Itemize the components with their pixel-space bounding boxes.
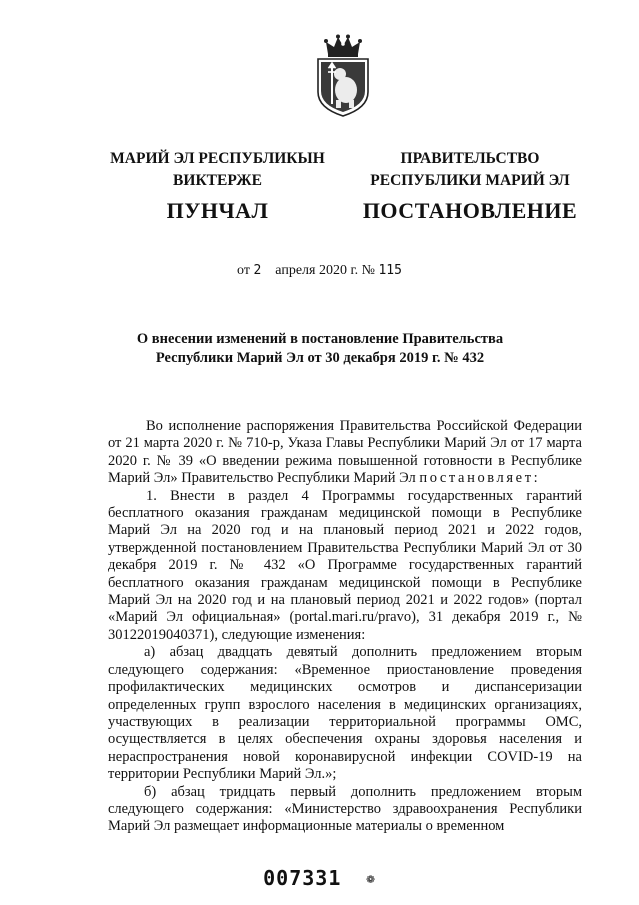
document-number: 115 (378, 263, 402, 278)
date-month-year: апреля 2020 г. № (275, 263, 375, 278)
header-left-title: ПУНЧАЛ (166, 198, 269, 223)
header-right (355, 148, 585, 226)
header-left-line1: МАРИЙ ЭЛ РЕСПУБЛИКЫН (110, 150, 325, 167)
coat-of-arms-emblem (312, 34, 374, 118)
preamble-text: Во исполнение распоряжения Правительства Российской Федерации от 21 марта 2020 г. № 710-р, Указа Главы Республики Марий Эл от 17 марта 2020 г. № 39 «О введении режима повышенной готовности в Республике Марий Эл» Правительство Республики Марий Эл (108, 418, 582, 487)
body-paragraph-item-a: а) абзац двадцать девятый дополнить предложением вторым следующего содержания: «Временное приостановление проведения профилактических медицинских осмотров и диспансеризации определенных групп взрослого населения в медицинских организациях, участвующих в реализации территориальной программы ОМС, осуществляется в целях обеспечения охраны здоровья населения и нераспространения новой коронавирусной инфекции COVID-19 на территории Республики Марий Эл.»; (108, 644, 582, 783)
ornament-icon: ❁ (366, 871, 376, 887)
subject-line1: О внесении изменений в постановление Правительства (136, 331, 504, 347)
body-paragraph-item-b: б) абзац тридцать первый дополнить предложением вторым следующего содержания: «Министерство здравоохранения Республики Марий Эл размещает информационные материалы о временном (108, 783, 582, 835)
date-line (0, 263, 639, 279)
header-right-line1: ПРАВИТЕЛЬСТВО (400, 150, 540, 167)
header-left (105, 148, 330, 226)
preamble-resolves: постановляет: (419, 470, 541, 487)
body-paragraph-item1: 1. Внести в раздел 4 Программы государственных гарантий бесплатного оказания гражданам медицинской помощи в Республике Марий Эл на 2020 год и на плановый период 2021 и 2022 годов, утвержденной постановлением Правительства Республики Марий Эл от 30 декабря 2019 г. № 432 «О Программе государственных гарантий бесплатного оказания гражданам медицинской помощи в Республике Марий Эл на 2020 год и на плановый период 2021 и 2022 годов» (портал «Марий Эл официальная» (portal.mari.ru/pravo), 31 декабря 2019 г., № 30122019040371), следующие изменения: (108, 487, 582, 643)
subject-line2: Республики Марий Эл от 30 декабря 2019 г. № 432 (155, 350, 485, 366)
crown-icon (324, 35, 362, 58)
document-body (108, 418, 582, 836)
header-right-title: ПОСТАНОВЛЕНИЕ (362, 198, 578, 223)
serial-number: 007331 (263, 866, 342, 890)
date-day: 2 (253, 263, 262, 278)
date-prefix: от (237, 263, 250, 278)
form-serial-number (0, 866, 639, 890)
body-paragraph-preamble (108, 418, 582, 488)
document-subject (100, 330, 540, 368)
header-left-line2: ВИКТЕРЖЕ (173, 172, 262, 189)
header-right-line2: РЕСПУБЛИКИ МАРИЙ ЭЛ (370, 172, 570, 189)
